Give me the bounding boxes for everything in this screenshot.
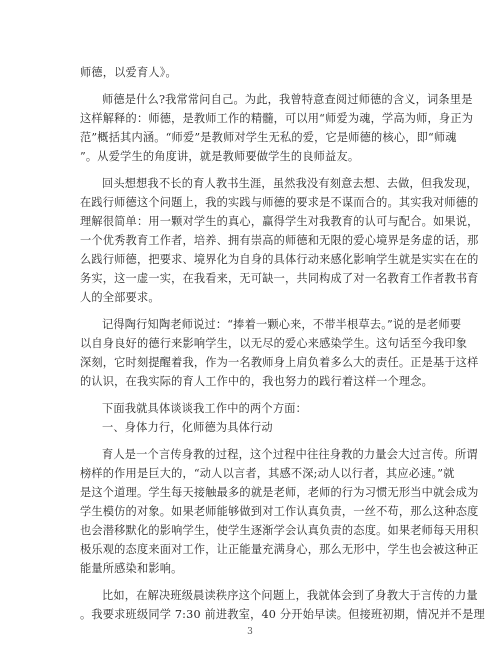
text-line: 深刻，它时刻提醒着我，作为一名教师身上肩负着多么大的责任。正是基于这样 xyxy=(80,356,479,369)
text-line: 也会潜移默化的影响学生，使学生逐渐学会认真负责的态度。如果老师每天用积 xyxy=(80,524,479,537)
text-line: ”。从爱学生的角度讲，就是教师要做学生的良师益友。 xyxy=(80,150,360,163)
text-line: 极乐观的态度来面对工作，让正能量充满身心，那么无形中，学生也会被这种正 xyxy=(80,543,479,556)
text-line: 这样解释的：师德，是教师工作的精髓，可以用“师爱为魂，学高为师，身正为 xyxy=(80,112,474,125)
text-line: 理解很简单：用一颗对学生的真心，赢得学生对我教育的认可与配合。如果说， xyxy=(80,215,479,228)
text-line: 。我要求班级同学 7:30 前进教室，40 分开始早读。但接班初期，情况并不是理 xyxy=(80,608,485,621)
text-line: 么践行师德，把要求、境界化为自身的具体行动来感化影响学生就是实实在在的 xyxy=(80,253,479,266)
text-line: 师德是什么?我常常问自己。为此，我曾特意查阅过师德的含义，词条里是 xyxy=(102,93,473,106)
text-line: 务实，这一虚一实，在我看来，无可缺一，共同构成了对一名教育工作者教书育 xyxy=(80,272,479,285)
text-line: 的认识，在我实际的育人工作中的，我也努力的践行着这样一个理念。 xyxy=(80,375,434,388)
page-number: 3 xyxy=(247,627,253,637)
text-line: 育人是一个言传身教的过程，这个过程中往往身教的力量会大过言传。所谓 xyxy=(102,448,478,461)
text-line: 在践行师德这个问题上，我的实践与师德的要求是不谋而合的。其实我对师德的 xyxy=(80,196,479,209)
text-line: 榜样的作用是巨大的，“动人以言者，其感不深;动人以行者，其应必速。”就 xyxy=(80,467,455,480)
text-line: 人的全部要求。 xyxy=(80,291,160,304)
text-line: 是这个道理。学生每天接触最多的就是老师，老师的行为习惯无形当中就会成为 xyxy=(80,486,479,499)
text-line: 以自身良好的德行来影响学生，以无尽的爱心来感染学生。这句话至今我印象 xyxy=(80,337,468,350)
text-line: 能量所感染和影响。 xyxy=(80,562,183,575)
text-line: 学生模仿的对象。如果老师能够做到对工作认真负责，一丝不苟，那么这种态度 xyxy=(80,505,479,518)
text-line: 记得陶行知陶老师说过：“捧着一颗心来，不带半根草去。”说的是老师要 xyxy=(102,318,462,331)
text-line: 一、身体力行，化师德为具体行动 xyxy=(102,421,273,434)
text-line: 范”概括其内涵。“师爱”是教师对学生无私的爱，它是师德的核心，即“师魂 xyxy=(80,131,457,144)
text-line: 下面我就具体谈谈我工作中的两个方面： xyxy=(102,402,307,415)
text-line: 比如，在解决班级晨读秩序这个问题上，我就体会到了身教大于言传的力量 xyxy=(102,589,478,602)
text-line: 一个优秀教育工作者，培养、拥有崇高的师德和无限的爱心境界是务虚的话，那 xyxy=(80,234,479,247)
text-line: 师德，以爱育人》。 xyxy=(80,66,177,79)
text-line: 回头想想我不长的育人教书生涯，虽然我没有刻意去想、去做，但我发现， xyxy=(102,177,478,190)
